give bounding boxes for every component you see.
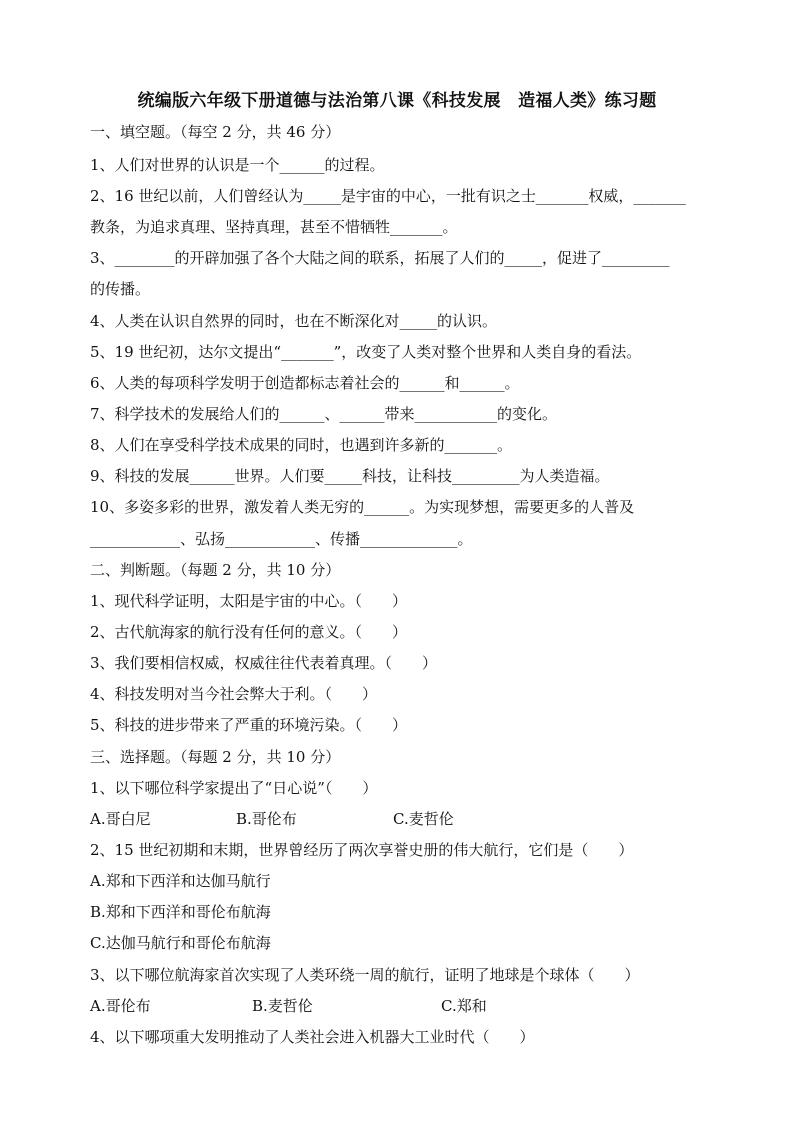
- choice-question-3-option-a: A.哥伦布: [90, 997, 151, 1015]
- choice-question-1-option-b: B.哥伦布: [236, 810, 297, 828]
- section3-heading: 三、选择题。（每题 2 分，共 10 分）: [90, 748, 341, 766]
- choice-question-1-option-c: C.麦哲伦: [393, 810, 454, 828]
- fill-question-1: 1、人们对世界的认识是一个______的过程。: [90, 156, 385, 174]
- choice-question-3: 3、以下哪位航海家首次实现了人类环绕一周的航行，证明了地球是个球体（ ）: [90, 966, 640, 984]
- fill-question-9: 9、科技的发展______世界。人们要_____科技，让科技_________为人类造福。: [90, 467, 610, 485]
- fill-question-4: 4、人类在认识自然界的同时，也在不断深化对_____的认识。: [90, 312, 498, 330]
- fill-question-5: 5、19 世纪初，达尔文提出“_______”，改变了人类对整个世界和人类自身的看法。: [90, 343, 642, 361]
- choice-question-2-option-b: B.郑和下西洋和哥伦布航海: [90, 903, 271, 921]
- choice-question-1: 1、以下哪位科学家提出了“日心说”（ ）: [90, 779, 378, 797]
- worksheet-title: 统编版六年级下册道德与法治第八课《科技发展 造福人类》练习题: [137, 91, 657, 111]
- choice-question-2: 2、15 世纪初期和末期，世界曾经历了两次享誉史册的伟大航行，它们是（ ）: [90, 841, 634, 859]
- fill-question-6: 6、人类的每项科学发明于创造都标志着社会的______和______。: [90, 374, 520, 392]
- section2-heading: 二、判断题。（每题 2 分，共 10 分）: [90, 561, 341, 579]
- section1-heading: 一、填空题。（每空 2 分，共 46 分）: [90, 123, 341, 141]
- choice-question-3-option-c: C.郑和: [441, 997, 487, 1015]
- fill-question-3-line1: 3、________的开辟加强了各个大陆之间的联系，拓展了人们的_____，促进了_________: [90, 249, 670, 267]
- fill-question-2-line1: 2、16 世纪以前，人们曾经认为_____是宇宙的中心，一批有识之士_______权威，_______: [90, 187, 686, 205]
- judge-question-4: 4、科技发明对当今社会弊大于利。（ ）: [90, 685, 378, 703]
- fill-question-8: 8、人们在享受科学技术成果的同时，也遇到许多新的_______。: [90, 436, 513, 454]
- choice-question-1-option-a: A.哥白尼: [90, 810, 151, 828]
- judge-question-2: 2、古代航海家的航行没有任何的意义。（ ）: [90, 623, 408, 641]
- fill-question-10-line2: ____________、弘扬____________、传播_____________。: [90, 530, 473, 548]
- fill-question-7: 7、科学技术的发展给人们的______、______带来___________的变化。: [90, 405, 558, 423]
- choice-question-2-option-c: C.达伽马航行和哥伦布航海: [90, 934, 271, 952]
- choice-question-2-option-a: A.郑和下西洋和达伽马航行: [90, 872, 271, 890]
- fill-question-10-line1: 10、多姿多彩的世界，激发着人类无穷的______。为实现梦想，需要更多的人普及: [90, 498, 635, 516]
- judge-question-3: 3、我们要相信权威，权威往往代表着真理。（ ）: [90, 654, 438, 672]
- judge-question-5: 5、科技的进步带来了严重的环境污染。（ ）: [90, 716, 408, 734]
- judge-question-1: 1、现代科学证明，太阳是宇宙的中心。（ ）: [90, 592, 408, 610]
- fill-question-2-line2: 教条，为追求真理、坚持真理，甚至不惜牺牲_______。: [90, 218, 458, 236]
- fill-question-3-line2: 的传播。: [90, 280, 151, 298]
- choice-question-3-option-b: B.麦哲伦: [252, 997, 313, 1015]
- choice-question-4: 4、以下哪项重大发明推动了人类社会进入机器大工业时代（ ）: [90, 1028, 535, 1046]
